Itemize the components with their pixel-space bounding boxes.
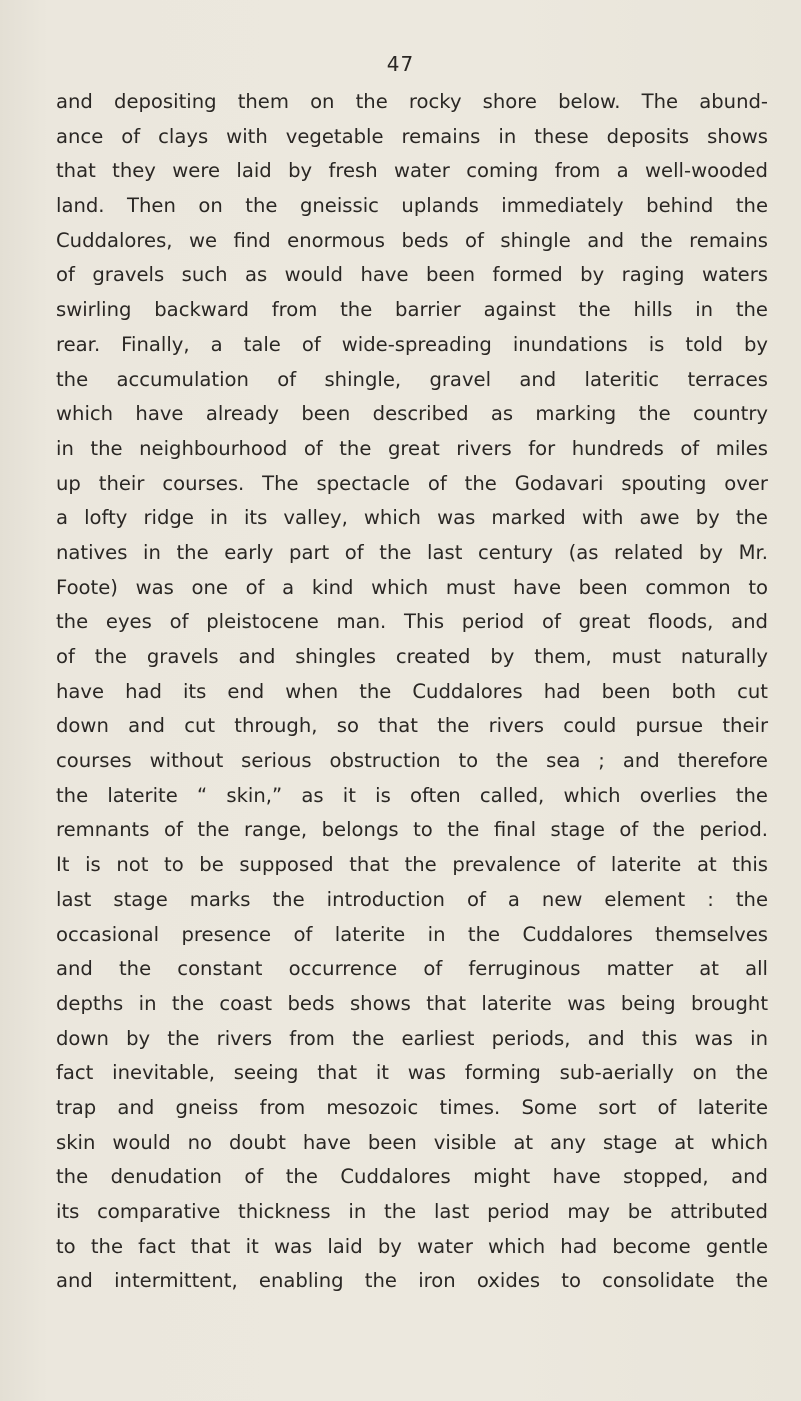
text-line: the laterite “ skin,” as it is often called, which overlies the [56, 783, 768, 807]
text-line: and intermittent, enabling the iron oxides to consolidate the [56, 1269, 768, 1293]
text-line: skin would no doubt have been visible at any stage at which [56, 1130, 768, 1154]
text-line: have had its end when the Cuddalores had been both cut [56, 679, 768, 703]
text-line: Foote) was one of a kind which must have been common to [56, 575, 768, 599]
text-line: the denudation of the Cuddalores might have stopped, and [56, 1165, 768, 1189]
text-line: in the neighbourhood of the great rivers for hundreds of miles [56, 436, 768, 460]
text-line: the eyes of pleistocene man. This period of great floods, and [56, 610, 768, 634]
page-number: 47 [386, 52, 415, 76]
text-line: of the gravels and shingles created by them, must naturally [56, 645, 768, 668]
text-line: fact inevitable, seeing that it was forming sub-aerially on the [56, 1061, 768, 1085]
text-line: rear. Finally, a tale of wide-spreading inundations is told by [56, 332, 768, 356]
text-line: down and cut through, so that the rivers could pursue their [56, 714, 768, 738]
text-line: of gravels such as would have been formed by raging waters [56, 263, 768, 287]
text-line: ance of clays with vegetable remains in these deposits shows [56, 124, 768, 148]
text-line: and depositing them on the rocky shore below. The abund- [56, 90, 768, 113]
text-line: natives in the early part of the last century (as related by Mr. [56, 540, 768, 564]
text-line: swirling backward from the barrier against the hills in the [56, 298, 768, 322]
text-line: trap and gneiss from mesozoic times. Some sort of laterite [56, 1095, 768, 1119]
text-line: that they were laid by fresh water coming from a well-wooded [56, 159, 768, 183]
text-line: courses without serious obstruction to the sea ; and therefore [56, 749, 768, 773]
text-line: to the fact that it was laid by water which had become gentle [56, 1234, 768, 1258]
text-line: and the constant occurrence of ferruginous matter at all [56, 957, 768, 981]
text-line: a lofty ridge in its valley, which was marked with awe by the [56, 506, 768, 530]
text-line: Cuddalores, we find enormous beds of shingle and the remains [56, 228, 768, 252]
text-line: its comparative thickness in the last period may be attributed [56, 1200, 768, 1223]
text-line: down by the rivers from the earliest periods, and this was in [56, 1026, 768, 1050]
text-line: land. Then on the gneissic uplands immediately behind the [56, 194, 768, 218]
text-line: remnants of the range, belongs to the final stage of the period. [56, 818, 768, 842]
text-line: It is not to be supposed that the prevalence of laterite at this [56, 853, 768, 877]
text-line: up their courses. The spectacle of the Godavari spouting over [56, 471, 768, 495]
text-line: depths in the coast beds shows that laterite was being brought [56, 991, 768, 1015]
text-line: which have already been described as marking the country [56, 402, 768, 426]
text-line: occasional presence of laterite in the Cuddalores themselves [56, 922, 768, 946]
body-text [56, 85, 768, 1299]
text-line: the accumulation of shingle, gravel and lateritic terraces [56, 367, 768, 391]
text-line: last stage marks the introduction of a new element : the [56, 887, 768, 911]
